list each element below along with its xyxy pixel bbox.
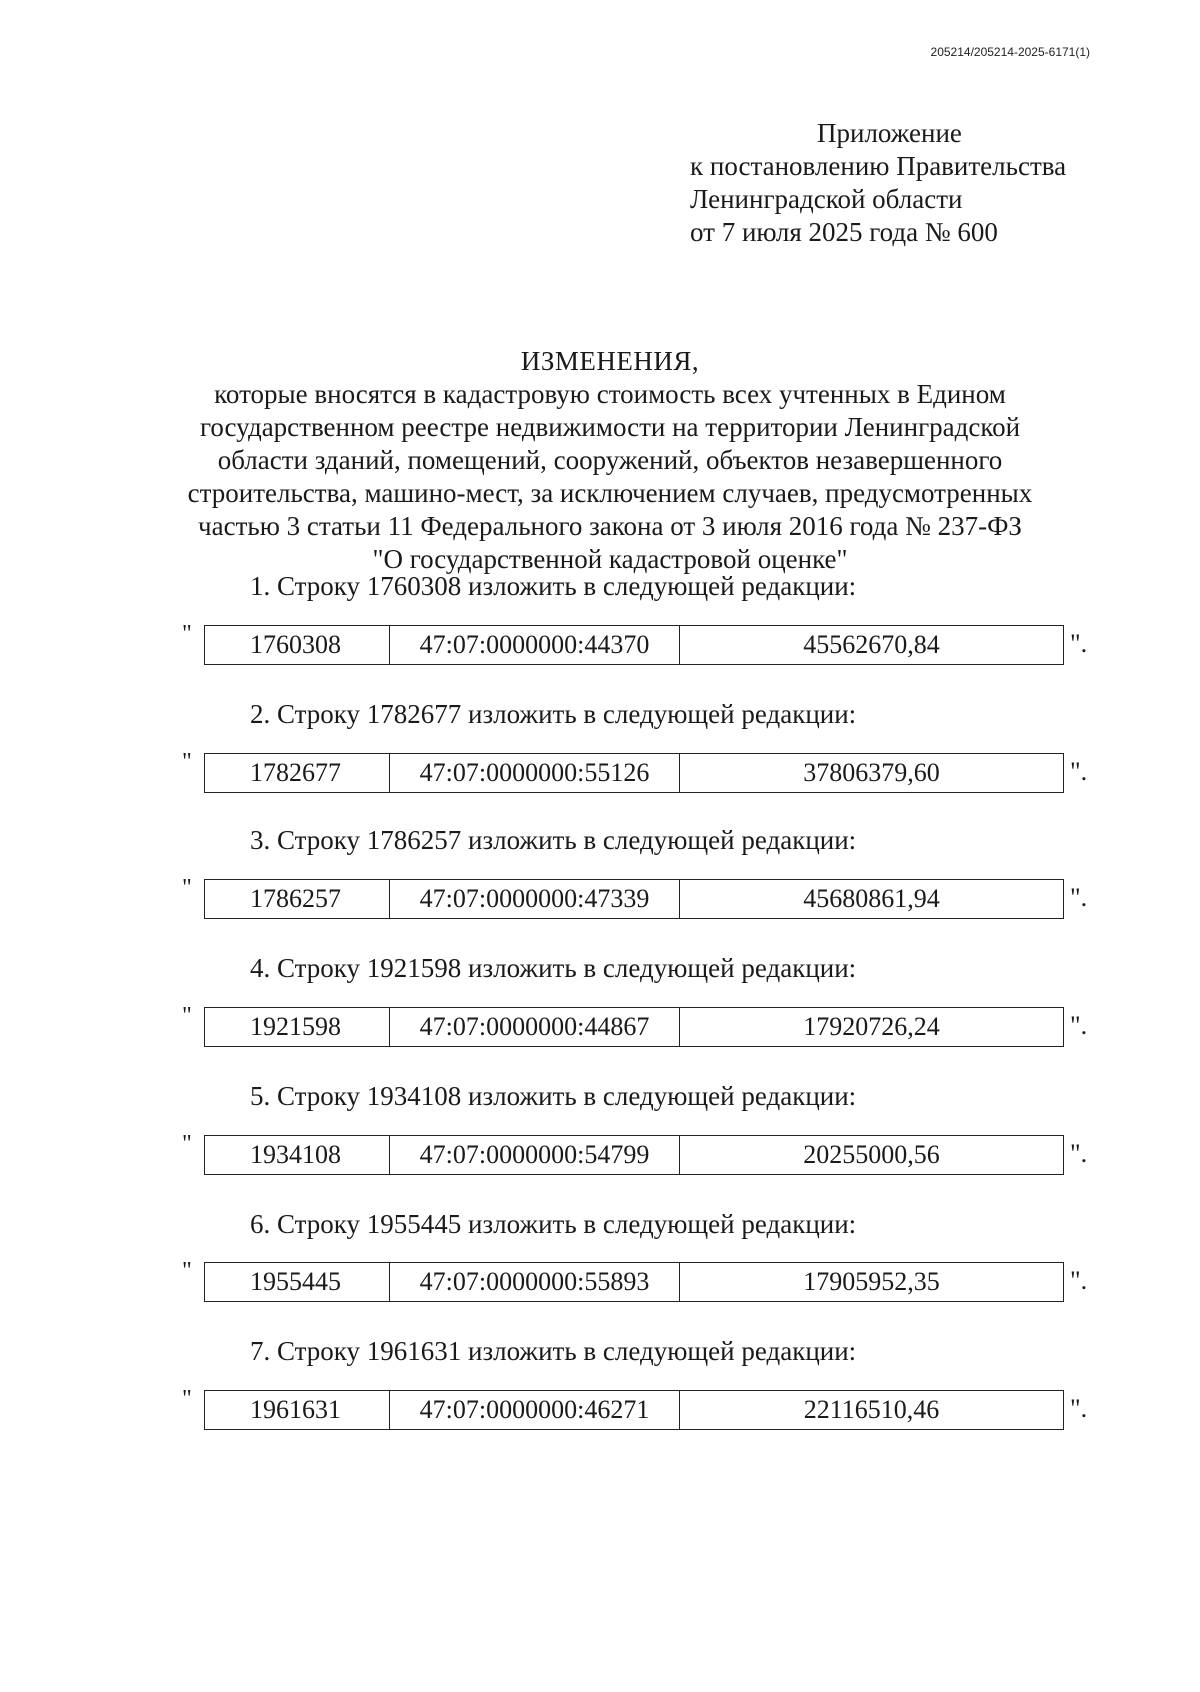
row-number-cell: 1921598 [205, 1008, 390, 1046]
row-number-cell: 1961631 [205, 1391, 390, 1429]
row-table [204, 1007, 1064, 1047]
document-id: 205214/205214-2025-6171(1) [930, 45, 1090, 59]
heading-line: строительства, машино-мест, за исключением случаев, предусмотренных [187, 478, 1033, 508]
cadastral-number-cell: 47:07:0000000:55893 [390, 1263, 680, 1301]
cadastral-number-cell: 47:07:0000000:54799 [390, 1136, 680, 1174]
row-table [204, 625, 1064, 665]
row-number-cell: 1782677 [205, 754, 390, 792]
quote-open: " [182, 875, 192, 901]
attachment-line: к постановлению Правительства [690, 151, 1067, 181]
quote-close: ". [1070, 1139, 1088, 1168]
item-caption: 5. Строку 1934108 изложить в следующей редакции: [250, 1081, 857, 1111]
cadastral-number-cell: 47:07:0000000:55126 [390, 754, 680, 792]
cadastral-number-cell: 47:07:0000000:46271 [390, 1391, 680, 1429]
replacement-row [180, 749, 1100, 795]
row-table [204, 1135, 1064, 1175]
attachment-date-number: от 7 июля 2025 года № 600 [690, 217, 998, 247]
row-table [204, 753, 1064, 793]
quote-close: ". [1070, 1394, 1088, 1423]
replacement-row [180, 1258, 1100, 1304]
cadastral-value-cell: 17920726,24 [803, 1012, 940, 1041]
row-table [204, 1262, 1064, 1302]
heading-line: государственном реестре недвижимости на территории Ленинградской [199, 412, 1021, 442]
quote-close: ". [1070, 1266, 1088, 1295]
quote-close: ". [1070, 1011, 1088, 1040]
row-number-cell: 1955445 [205, 1263, 390, 1301]
quote-open: " [182, 1386, 192, 1412]
cadastral-value-cell: 17905952,35 [803, 1267, 940, 1296]
quote-open: " [182, 1258, 192, 1284]
item-caption: 2. Строку 1782677 изложить в следующей редакции: [250, 699, 857, 729]
replacement-row [180, 1003, 1100, 1049]
row-number-cell: 1760308 [205, 626, 390, 664]
quote-open: " [182, 1003, 192, 1029]
heading-line: "О государственной кадастровой оценке" [372, 544, 848, 574]
quote-open: " [182, 1131, 192, 1157]
cadastral-number-cell: 47:07:0000000:47339 [390, 880, 680, 918]
cadastral-value-cell: 37806379,60 [803, 758, 940, 787]
attachment-block [690, 117, 1066, 249]
cadastral-value-cell: 45680861,94 [803, 884, 940, 913]
cadastral-value-cell: 45562670,84 [803, 630, 940, 659]
item-caption: 3. Строку 1786257 изложить в следующей редакции: [250, 825, 857, 855]
cadastral-number-cell: 47:07:0000000:44370 [390, 626, 680, 664]
heading-line: частью 3 статьи 11 Федерального закона от 3 июля 2016 года № 237-ФЗ [198, 511, 1022, 541]
heading-line: которые вносятся в кадастровую стоимость всех учтенных в Едином [214, 379, 1006, 409]
replacement-row [180, 875, 1100, 921]
quote-open: " [182, 621, 192, 647]
item-caption: 1. Строку 1760308 изложить в следующей редакции: [250, 571, 857, 601]
document-heading [150, 345, 1070, 576]
cadastral-value-cell: 22116510,46 [803, 1395, 940, 1424]
row-table [204, 879, 1064, 919]
quote-close: ". [1070, 629, 1088, 658]
quote-open: " [182, 749, 192, 775]
cadastral-number-cell: 47:07:0000000:44867 [390, 1008, 680, 1046]
replacement-row [180, 1386, 1100, 1432]
cadastral-value-cell: 20255000,56 [803, 1140, 940, 1169]
row-number-cell: 1786257 [205, 880, 390, 918]
replacement-row [180, 621, 1100, 667]
item-caption: 4. Строку 1921598 изложить в следующей редакции: [250, 953, 857, 983]
item-caption: 6. Строку 1955445 изложить в следующей редакции: [250, 1209, 857, 1239]
replacement-row [180, 1131, 1100, 1177]
item-caption: 7. Строку 1961631 изложить в следующей редакции: [250, 1336, 857, 1366]
quote-close: ". [1070, 883, 1088, 912]
row-number-cell: 1934108 [205, 1136, 390, 1174]
attachment-line: Ленинградской области [690, 184, 963, 214]
heading-line: области зданий, помещений, сооружений, объектов незавершенного [217, 445, 1003, 475]
attachment-title: Приложение [817, 118, 962, 148]
row-table [204, 1390, 1064, 1430]
heading-title: ИЗМЕНЕНИЯ, [520, 346, 700, 376]
quote-close: ". [1070, 757, 1088, 786]
